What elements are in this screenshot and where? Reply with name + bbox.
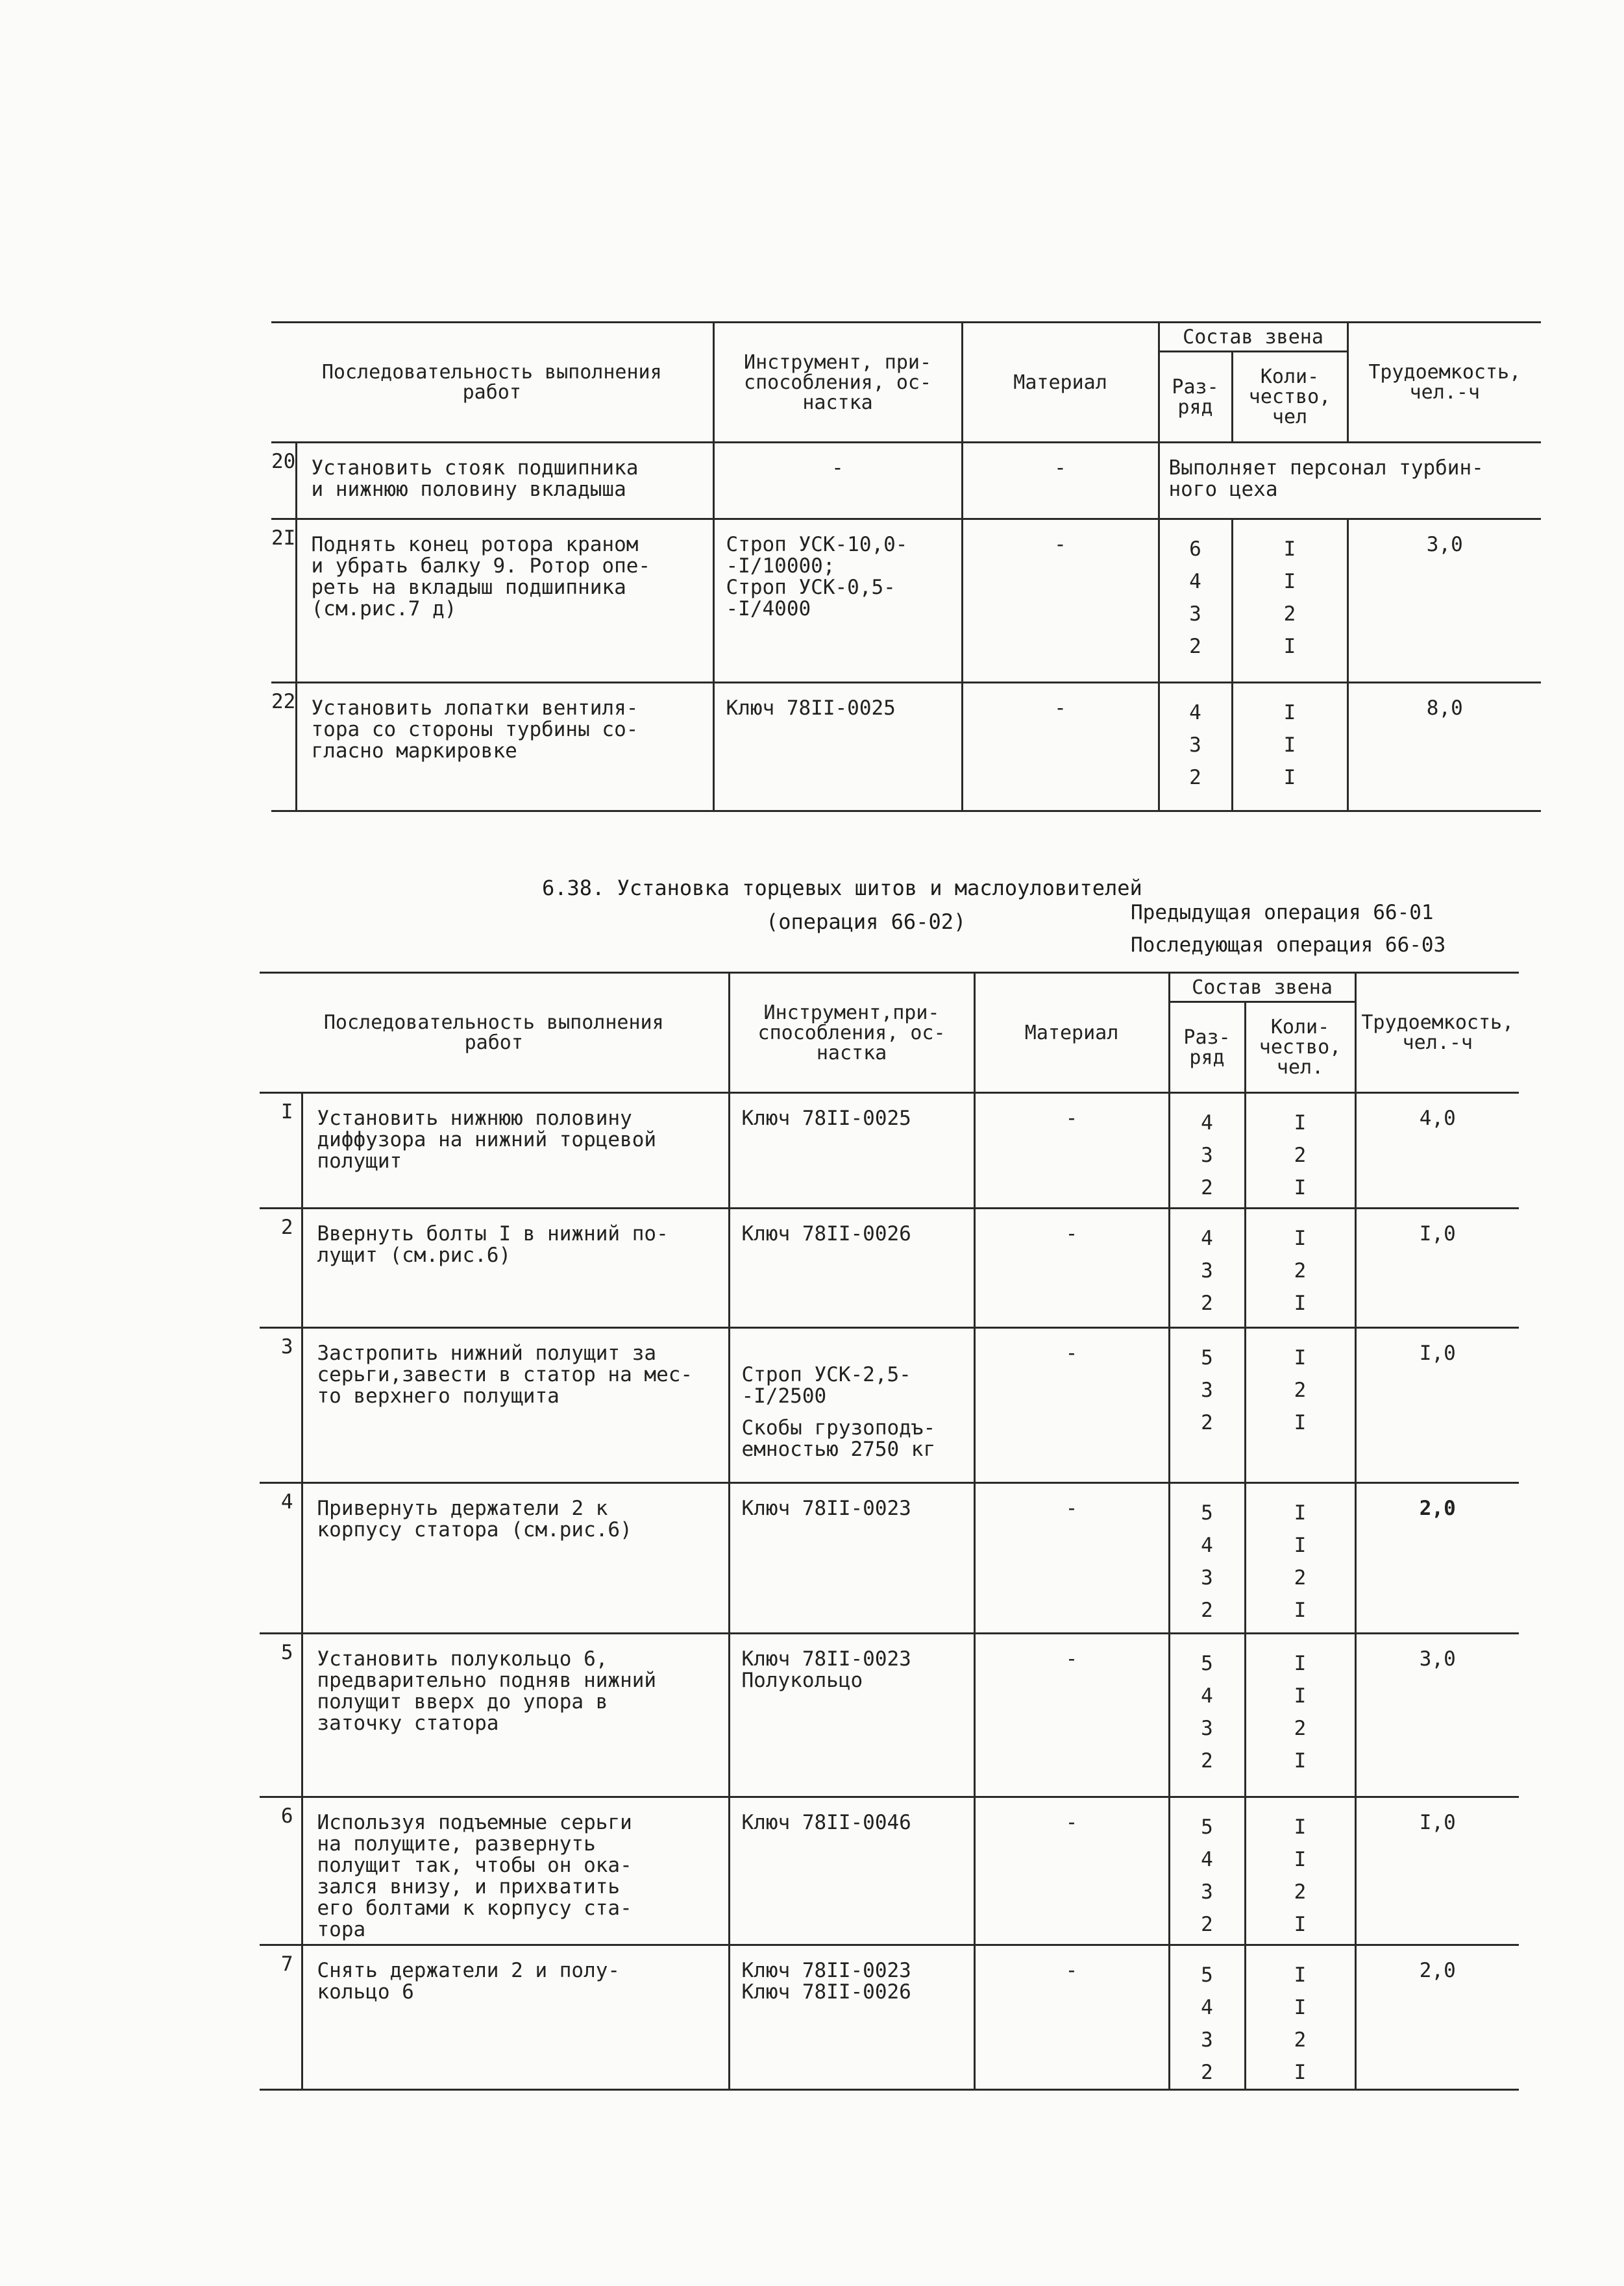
row-counts: I I 2 I — [1245, 1945, 1355, 2090]
row-description: Используя подъемные серьги на полущите, развернуть полущит так, чтобы он ока- зался внизу, и прихватить его болтами к корпусу ста- тора — [302, 1797, 729, 1945]
col-crew-header: Состав звена — [1169, 973, 1355, 1002]
row-material: - — [974, 1209, 1169, 1328]
row-grades: 4 3 2 — [1169, 1209, 1245, 1328]
row-counts: I I 2 I — [1245, 1634, 1355, 1797]
row-counts: I I 2 I — [1245, 1483, 1355, 1634]
table-row — [260, 1634, 1519, 1797]
row-counts: I 2 I — [1245, 1093, 1355, 1209]
row-description: Ввернуть болты I в нижний по- лущит (см.рис.6) — [302, 1209, 729, 1328]
row-grades: 5 4 3 2 — [1169, 1945, 1245, 2090]
row-description: Установить стояк подшипника и нижнюю половину вкладыша — [296, 443, 713, 519]
row-material: - — [962, 443, 1159, 519]
row-labor: 2,0 — [1355, 1483, 1519, 1634]
row-counts: I 2 I — [1245, 1328, 1355, 1483]
section-operation: (операция 66-02) — [766, 909, 966, 934]
row-grades: 5 4 3 2 — [1169, 1797, 1245, 1945]
row-material: - — [962, 683, 1159, 811]
row-number: 20 — [271, 443, 296, 519]
table-row — [260, 1797, 1519, 1945]
row-tool: - — [713, 443, 962, 519]
row-tool: Ключ 78II-0025 — [713, 683, 962, 811]
row-number: 4 — [260, 1483, 302, 1634]
table-row — [260, 1209, 1519, 1328]
row-tool: Строп УСК-10,0- -I/10000; Строп УСК-0,5- -I/4000 — [713, 519, 962, 683]
row-material: - — [974, 1483, 1169, 1634]
row-material: - — [974, 1797, 1169, 1945]
row-counts: I I 2 I — [1245, 1797, 1355, 1945]
row-grades: 5 4 3 2 — [1169, 1483, 1245, 1634]
row-number: 2 — [260, 1209, 302, 1328]
row-number: 5 — [260, 1634, 302, 1797]
col-tools-header: Инструмент, при- способления, ос- настка — [713, 323, 962, 443]
col-count-header: Коли- чество, чел — [1232, 352, 1347, 443]
row-tool: Ключ 78II-0023 Полукольцо — [729, 1634, 974, 1797]
row-description: Установить лопатки вентиля- тора со стороны турбины со- гласно маркировке — [296, 683, 713, 811]
row-material: - — [974, 1093, 1169, 1209]
previous-operation: Предыдущая операция 66-01 — [1131, 901, 1434, 924]
row-description: Застропить нижний полущит за серьги,завести в статор на мес- то верхнего полущита — [302, 1328, 729, 1483]
row-material: - — [974, 1328, 1169, 1483]
col-labor-header: Трудоемкость, чел.-ч — [1347, 323, 1541, 443]
col-sequence-header: Последовательность выполнения работ — [271, 323, 713, 443]
table-row — [271, 683, 1541, 811]
row-number: 22 — [271, 683, 296, 811]
row-number: 2I — [271, 519, 296, 683]
col-material-header: Материал — [974, 973, 1169, 1093]
table-row — [260, 1483, 1519, 1634]
row-material: - — [974, 1945, 1169, 2090]
row-number: I — [260, 1093, 302, 1209]
row-grades: 4 3 2 — [1159, 683, 1232, 811]
col-labor-header: Трудоемкость, чел.-ч — [1355, 973, 1519, 1093]
col-count-header: Коли- чество, чел. — [1245, 1002, 1355, 1093]
row-description: Установить полукольцо 6, предварительно подняв нижний полущит вверх до упора в заточку статора — [302, 1634, 729, 1797]
section-title: 6.38. Установка торцевых шитов и маслоуловителей — [542, 876, 1142, 900]
row-material: - — [974, 1634, 1169, 1797]
row-tool: Строп УСК-2,5- -I/2500 Скобы грузоподъ- емностью 2750 кг — [729, 1328, 974, 1483]
row-counts: I I I — [1232, 683, 1347, 811]
row-counts: I I 2 I — [1232, 519, 1347, 683]
row-tool: Ключ 78II-0026 — [729, 1209, 974, 1328]
row-labor: 4,0 — [1355, 1093, 1519, 1209]
row-tool: Ключ 78II-0023 Ключ 78II-0026 — [729, 1945, 974, 2090]
row-grades: 5 4 3 2 — [1169, 1634, 1245, 1797]
row-tool: Ключ 78II-0046 — [729, 1797, 974, 1945]
row-counts: I 2 I — [1245, 1209, 1355, 1328]
work-table-2 — [260, 972, 1519, 2091]
row-labor: 3,0 — [1347, 519, 1541, 683]
row-grades: 6 4 3 2 — [1159, 519, 1232, 683]
row-number: 6 — [260, 1797, 302, 1945]
row-material: - — [962, 519, 1159, 683]
row-grades: 4 3 2 — [1169, 1093, 1245, 1209]
row-description: Установить нижнюю половину диффузора на нижний торцевой полущит — [302, 1093, 729, 1209]
row-labor: I,0 — [1355, 1209, 1519, 1328]
row-tool: Ключ 78II-0025 — [729, 1093, 974, 1209]
row-number: 7 — [260, 1945, 302, 2090]
col-sequence-header: Последовательность выполнения работ — [260, 973, 729, 1093]
col-grade-header: Раз- ряд — [1159, 352, 1232, 443]
next-operation: Последующая операция 66-03 — [1131, 933, 1446, 957]
row-note: Выполняет персонал турбин- ного цеха — [1159, 443, 1541, 519]
row-description: Снять держатели 2 и полу- кольцо 6 — [302, 1945, 729, 2090]
table-row — [260, 1093, 1519, 1209]
table-row — [260, 1945, 1519, 2090]
row-number: 3 — [260, 1328, 302, 1483]
row-labor: I,0 — [1355, 1328, 1519, 1483]
row-labor: I,0 — [1355, 1797, 1519, 1945]
col-grade-header: Раз- ряд — [1169, 1002, 1245, 1093]
row-description: Привернуть держатели 2 к корпусу статора (см.рис.6) — [302, 1483, 729, 1634]
row-labor: 2,0 — [1419, 1959, 1456, 1982]
col-crew-header: Состав звена — [1159, 323, 1347, 352]
row-labor: 3,0 — [1355, 1634, 1519, 1797]
table-row — [271, 443, 1541, 519]
row-description: Поднять конец ротора краном и убрать балку 9. Ротор опе- реть на вкладыш подшипника (см.рис.7 д) — [296, 519, 713, 683]
col-material-header: Материал — [962, 323, 1159, 443]
row-grades: 5 3 2 — [1169, 1328, 1245, 1483]
work-table-1 — [271, 321, 1541, 812]
col-tools-header: Инструмент,при- способления, ос- настка — [729, 973, 974, 1093]
table-row — [271, 519, 1541, 683]
table-row — [260, 1328, 1519, 1483]
row-tool: Ключ 78II-0023 — [729, 1483, 974, 1634]
row-labor: 8,0 — [1426, 696, 1463, 720]
